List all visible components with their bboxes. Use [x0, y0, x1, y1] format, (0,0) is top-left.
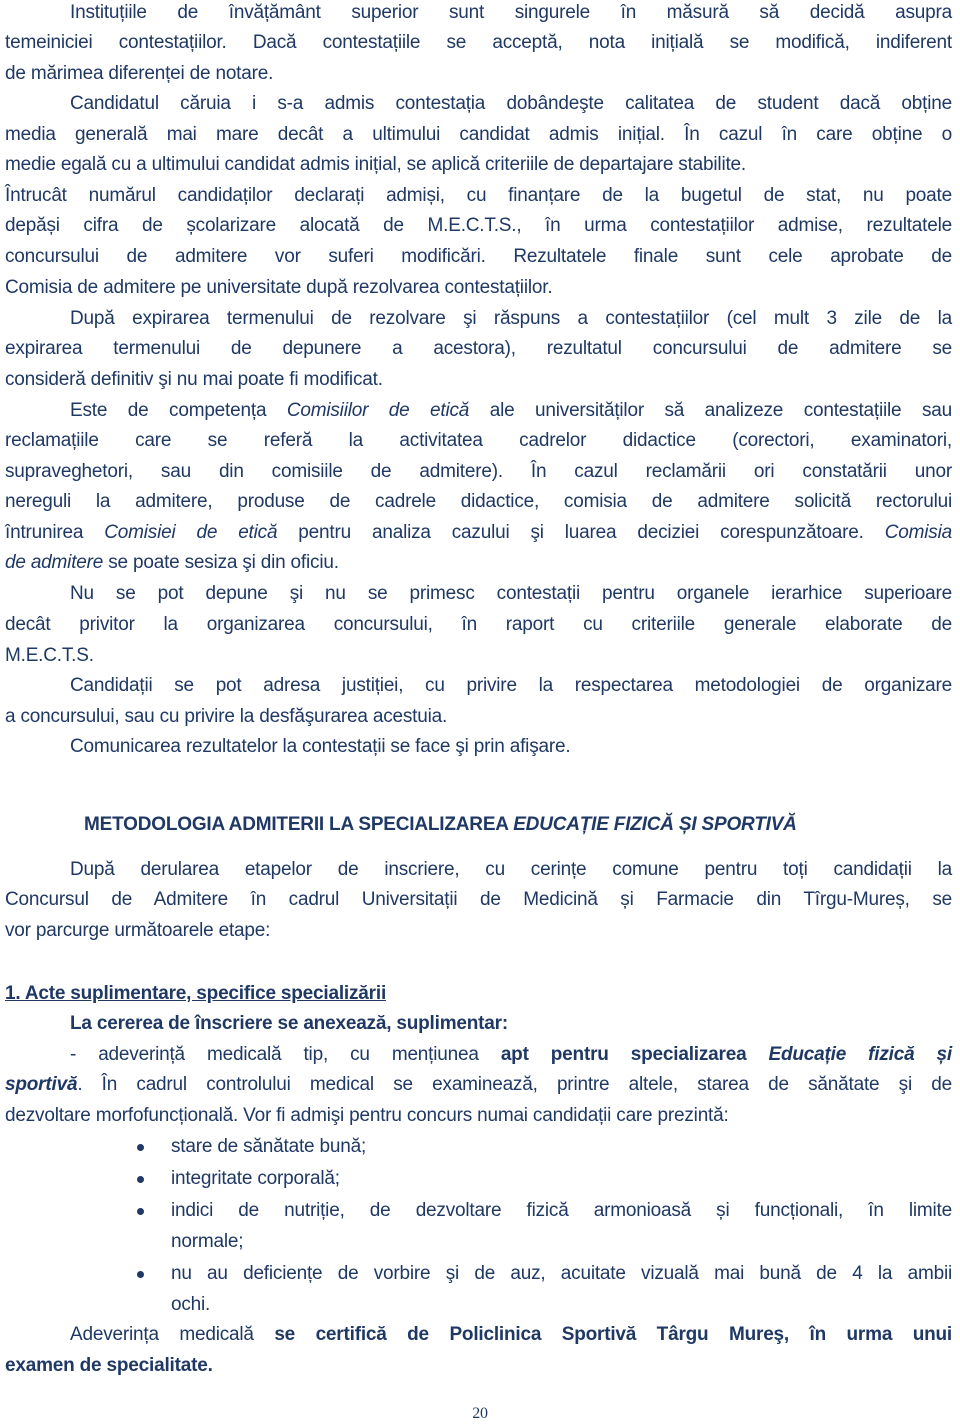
- bold-italic-text: Educație fizică și: [768, 1044, 952, 1065]
- paragraph-line: După derularea etapelor de inscriere, cu cerințe comune pentru toți candidații la: [70, 859, 952, 880]
- paragraph-line: Comisia de admitere pe universitate după rezolvarea contestațiilor.: [5, 277, 553, 298]
- text-run: . În cadrul controlului medical se examinează, printre altele, starea de sănătate şi de: [77, 1074, 952, 1095]
- bold-italic-text: sportivă: [5, 1074, 78, 1095]
- bold-text: apt pentru specializarea: [500, 1044, 769, 1065]
- subsection-title: 1. Acte suplimentare, specifice specializării: [5, 983, 387, 1004]
- list-item-continuation: normale;: [171, 1231, 244, 1252]
- paragraph-line: [70, 398, 952, 424]
- paragraph-line: Nu se pot depune şi nu se primesc contestații pentru organele ierarhice superioare: [70, 583, 952, 604]
- paragraph-line: [5, 1072, 952, 1098]
- bullet-icon: [137, 1176, 144, 1183]
- paragraph-line: depăși cifra de școlarizare alocată de M.E.C.T.S., în urma contestațiilor admise, rezultatele: [5, 215, 952, 236]
- text-run: se poate sesiza şi din oficiu.: [103, 552, 339, 573]
- paragraph-line: consideră definitiv şi nu mai poate fi modificat.: [5, 369, 383, 390]
- list-item: integritate corporală;: [171, 1168, 340, 1189]
- list-item-continuation: ochi.: [171, 1294, 211, 1315]
- bold-text: se certifică de Policlinica Sportivă Târgu Mureş, în urma unui: [274, 1324, 952, 1345]
- text-run: întrunirea: [5, 522, 105, 543]
- paragraph-line: Întrucât numărul candidaților declarați admiși, cu finanțare de la bugetul de stat, nu poate: [5, 185, 952, 206]
- paragraph-line: Candidatul căruia i s-a admis contestația dobândeşte calitatea de student dacă obține: [70, 93, 952, 114]
- paragraph-line: nereguli la admitere, produse de cadrele didactice, comisia de admitere solicită rectorului: [5, 491, 952, 512]
- italic-term: Comisiei de etică: [104, 522, 278, 543]
- paragraph-line: concursului de admitere vor suferi modificări. Rezultatele finale sunt cele aprobate de: [5, 246, 952, 267]
- text-run: - adeverință medicală tip, cu mențiunea: [70, 1044, 501, 1065]
- paragraph-line: examen de specialitate.: [5, 1355, 213, 1376]
- heading-text: METODOLOGIA ADMITERII LA SPECIALIZAREA: [84, 814, 514, 835]
- page-number: 20: [472, 1405, 488, 1422]
- paragraph-line: a concursului, sau cu privire la desfăşurarea acestuia.: [5, 706, 448, 727]
- paragraph-line: M.E.C.T.S.: [5, 645, 94, 666]
- paragraph-line: supraveghetori, sau din comisiile de admitere). În cazul reclamării ori constatării unor: [5, 461, 952, 482]
- text-run: Este de competența: [70, 400, 287, 421]
- italic-term: Comisiilor de etică: [286, 400, 470, 421]
- paragraph-line: medie egală cu a ultimului candidat admis inițial, se aplică criteriile de departajare stabilite.: [5, 154, 746, 175]
- paragraph-line: Comunicarea rezultatelor la contestații se face şi prin afişare.: [70, 736, 571, 757]
- paragraph-line: vor parcurge următoarele etape:: [5, 920, 271, 941]
- list-item: nu au deficiențe de vorbire şi de auz, acuitate vizuală mai bună de 4 la ambii: [171, 1263, 952, 1284]
- paragraph-line: Instituțiile de învățământ superior sunt singurele în măsură să decidă asupra: [70, 2, 952, 23]
- italic-term: de admitere: [5, 552, 104, 573]
- paragraph-line: media generală mai mare decât a ultimului candidat admis inițial. În cazul în care obține o: [5, 124, 952, 145]
- bullet-icon: [137, 1208, 144, 1215]
- paragraph-line: După expirarea termenului de rezolvare şi răspuns a contestațiilor (cel mult 3 zile de la: [70, 308, 952, 329]
- subsection-subtitle: La cererea de înscriere se anexează, suplimentar:: [70, 1013, 508, 1034]
- paragraph-line: decât privitor la organizarea concursului, în raport cu criteriile generale elaborate de: [5, 614, 952, 635]
- bullet-icon: [137, 1144, 144, 1151]
- text-run: pentru analiza cazului şi luarea deciziei corespunzătoare.: [277, 522, 885, 543]
- paragraph-line: temeiniciei contestațiilor. Dacă contestațiile se acceptă, nota inițială se modifică, indiferent: [5, 32, 952, 53]
- list-item: stare de sănătate bună;: [171, 1136, 367, 1157]
- bullet-icon: [137, 1271, 144, 1278]
- paragraph-line: expirarea termenului de depunere a acestora), rezultatul concursului de admitere se: [5, 338, 952, 359]
- paragraph-line: [70, 1042, 952, 1068]
- paragraph-line: [5, 520, 952, 546]
- paragraph-line: de mărimea diferenței de notare.: [5, 63, 274, 84]
- paragraph-line: Candidații se pot adresa justiției, cu privire la respectarea metodologiei de organizare: [70, 675, 952, 696]
- paragraph-line: [70, 1322, 952, 1348]
- paragraph-line: reclamațiile care se referă la activitatea cadrelor didactice (corectori, examinatori,: [5, 430, 952, 451]
- italic-term: Comisia: [884, 522, 952, 543]
- paragraph-line: [5, 550, 952, 576]
- section-heading: [84, 812, 960, 838]
- text-run: ale universităților să analizeze contestațiile sau: [469, 400, 952, 421]
- text-run: Adeverința medicală: [70, 1324, 275, 1345]
- paragraph-line: dezvoltare morfofuncțională. Vor fi admişi pentru concurs numai candidații care prezintă:: [5, 1105, 729, 1126]
- heading-italic: EDUCAȚIE FIZICĂ ȘI SPORTIVĂ: [513, 814, 797, 835]
- paragraph-line: Concursul de Admitere în cadrul Universitații de Medicină și Farmacie din Tîrgu-Mureș, se: [5, 889, 952, 910]
- list-item: indici de nutriție, de dezvoltare fizică armonioasă și funcționali, în limite: [171, 1200, 952, 1221]
